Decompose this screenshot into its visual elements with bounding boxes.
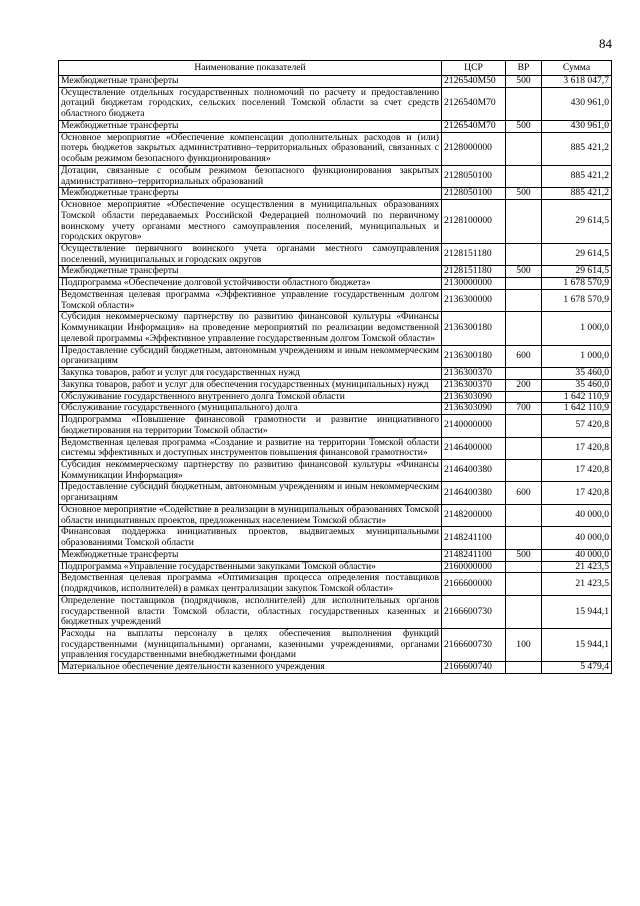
cell-csr: 2148200000 [442, 504, 506, 526]
cell-sum: 3 618 047,7 [542, 76, 612, 88]
cell-vr [506, 437, 542, 459]
cell-vr [506, 368, 542, 380]
cell-name: Межбюджетные трансферты [59, 188, 442, 200]
cell-name: Основное мероприятие «Обеспечение компенсации дополнительных расходов и (или) потерь бюджетов закрытых административно–территориальных образований, связанных с особым режимом безопасного функционирования» [59, 132, 442, 165]
cell-vr: 500 [506, 76, 542, 88]
cell-name: Закупка товаров, работ и услуг для обеспечения государственных (муниципальных) нужд [59, 379, 442, 391]
cell-csr: 2136300180 [442, 312, 506, 345]
table-row [59, 561, 612, 573]
cell-vr: 500 [506, 549, 542, 561]
table-row [59, 595, 612, 628]
cell-csr: 2128050100 [442, 188, 506, 200]
cell-csr: 2128100000 [442, 200, 506, 244]
cell-csr: 2136300370 [442, 379, 506, 391]
cell-csr: 2126540М70 [442, 120, 506, 132]
cell-vr [506, 87, 542, 120]
cell-sum: 21 423,5 [542, 573, 612, 595]
table-row [59, 437, 612, 459]
cell-csr: 2146400380 [442, 482, 506, 504]
cell-name: Подпрограмма «Обеспечение долговой устойчивости областного бюджета» [59, 278, 442, 290]
table-row [59, 188, 612, 200]
cell-csr: 2128151180 [442, 244, 506, 266]
cell-name: Закупка товаров, работ и услуг для государственных нужд [59, 368, 442, 380]
table-row [59, 200, 612, 244]
cell-sum: 29 614,5 [542, 200, 612, 244]
page-number: 84 [599, 36, 612, 51]
cell-vr [506, 504, 542, 526]
cell-sum: 40 000,0 [542, 504, 612, 526]
cell-vr [506, 200, 542, 244]
header-vr: ВР [506, 61, 542, 76]
cell-name: Предоставление субсидий бюджетным, автономным учреждениям и иным некоммерческим организациям [59, 482, 442, 504]
table-row [59, 527, 612, 549]
cell-sum: 885 421,2 [542, 132, 612, 165]
cell-name: Осуществление первичного воинского учета органами местного самоуправления поселений, муниципальных и городских округов [59, 244, 442, 266]
cell-csr: 2146400380 [442, 459, 506, 481]
header-csr: ЦСР [442, 61, 506, 76]
cell-name: Субсидия некоммерческому партнерству по развитию финансовой культуры «Финансы Коммуникации Информация» [59, 459, 442, 481]
table-row [59, 132, 612, 165]
table-row [59, 244, 612, 266]
cell-sum: 40 000,0 [542, 549, 612, 561]
cell-sum: 1 678 570,9 [542, 289, 612, 311]
cell-vr [506, 527, 542, 549]
cell-name: Финансовая поддержка инициативных проектов, выдвигаемых муниципальными образованиями Томской области [59, 527, 442, 549]
table-row [59, 76, 612, 88]
cell-vr: 700 [506, 403, 542, 415]
cell-name: Ведомственная целевая программа «Эффективное управление государственным долгом Томской области» [59, 289, 442, 311]
cell-sum: 29 614,5 [542, 266, 612, 278]
table-row [59, 379, 612, 391]
header-sum: Сумма [542, 61, 612, 76]
cell-vr [506, 561, 542, 573]
cell-vr: 500 [506, 120, 542, 132]
cell-vr [506, 573, 542, 595]
cell-name: Субсидия некоммерческому партнерству по развитию финансовой культуры «Финансы Коммуникации Информация» на проведение мероприятий по реализации ведомственной целевой программы «Эффективное управление государственным долгом Томской области» [59, 312, 442, 345]
cell-csr: 2126540М70 [442, 87, 506, 120]
cell-csr: 2128151180 [442, 266, 506, 278]
cell-sum: 17 420,8 [542, 459, 612, 481]
cell-vr: 500 [506, 188, 542, 200]
table-row [59, 266, 612, 278]
cell-vr: 500 [506, 266, 542, 278]
cell-sum: 430 961,0 [542, 120, 612, 132]
cell-csr: 2128050100 [442, 165, 506, 187]
cell-csr: 2136300000 [442, 289, 506, 311]
table-row [59, 504, 612, 526]
cell-name: Обслуживание государственного (муниципального) долга [59, 403, 442, 415]
table-row [59, 289, 612, 311]
cell-vr [506, 312, 542, 345]
cell-sum: 29 614,5 [542, 244, 612, 266]
table-row [59, 345, 612, 367]
cell-vr [506, 595, 542, 628]
cell-name: Основное мероприятие «Обеспечение осуществления в муниципальных образованиях Томской области передаваемых Российской Федерацией полномочий по первичному воинскому учету органами местного самоуправления поселений, муниципальных и городских округов» [59, 200, 442, 244]
cell-name: Дотации, связанные с особым режимом безопасного функционирования закрытых административно–территориальных образований [59, 165, 442, 187]
table-row [59, 368, 612, 380]
table-row [59, 278, 612, 290]
cell-vr [506, 391, 542, 403]
cell-sum: 885 421,2 [542, 165, 612, 187]
cell-csr: 2136303090 [442, 403, 506, 415]
cell-name: Ведомственная целевая программа «Оптимизация процесса определения поставщиков (подрядчиков, исполнителей) в рамках централизации закупок Томской области» [59, 573, 442, 595]
cell-sum: 1 678 570,9 [542, 278, 612, 290]
cell-csr: 2166600730 [442, 595, 506, 628]
cell-name: Межбюджетные трансферты [59, 266, 442, 278]
cell-vr [506, 662, 542, 674]
cell-sum: 17 420,8 [542, 482, 612, 504]
cell-sum: 35 460,0 [542, 368, 612, 380]
cell-sum: 5 479,4 [542, 662, 612, 674]
cell-csr: 2128000000 [442, 132, 506, 165]
cell-name: Осуществление отдельных государственных полномочий по расчету и предоставлению дотаций бюджетам городских, сельских поселений Томской области за счет средств областного бюджета [59, 87, 442, 120]
cell-name: Подпрограмма «Управление государственными закупками Томской области» [59, 561, 442, 573]
table-row [59, 120, 612, 132]
cell-vr [506, 244, 542, 266]
cell-csr: 2148241100 [442, 527, 506, 549]
cell-sum: 21 423,5 [542, 561, 612, 573]
table-row [59, 403, 612, 415]
cell-sum: 1 642 110,9 [542, 403, 612, 415]
cell-csr: 2160000000 [442, 561, 506, 573]
cell-vr [506, 132, 542, 165]
table-row [59, 391, 612, 403]
cell-name: Ведомственная целевая программа «Создание и развитие на территории Томской области системы эффективных и доступных инструментов повышения финансовой грамотности» [59, 437, 442, 459]
cell-name: Материальное обеспечение деятельности казенного учреждения [59, 662, 442, 674]
cell-name: Межбюджетные трансферты [59, 120, 442, 132]
cell-vr: 600 [506, 345, 542, 367]
budget-table [58, 60, 612, 674]
cell-sum: 15 944,1 [542, 595, 612, 628]
cell-csr: 2166600000 [442, 573, 506, 595]
cell-sum: 430 961,0 [542, 87, 612, 120]
cell-name: Подпрограмма «Повышение финансовой грамотности и развитие инициативного бюджетирования на территории Томской области» [59, 415, 442, 437]
cell-sum: 1 000,0 [542, 312, 612, 345]
table-row [59, 459, 612, 481]
cell-csr: 2148241100 [442, 549, 506, 561]
cell-vr [506, 289, 542, 311]
cell-sum: 35 460,0 [542, 379, 612, 391]
cell-vr: 100 [506, 628, 542, 661]
cell-name: Расходы на выплаты персоналу в целях обеспечения выполнения функций государственными (муниципальными) органами, казенными учреждениями, органами управления государственными внебюджетными фондами [59, 628, 442, 661]
table-row [59, 165, 612, 187]
cell-name: Обслуживание государственного внутреннего долга Томской области [59, 391, 442, 403]
table-row [59, 312, 612, 345]
cell-csr: 2146400000 [442, 437, 506, 459]
header-name: Наименование показателей [59, 61, 442, 76]
cell-vr [506, 165, 542, 187]
cell-csr: 2166600730 [442, 628, 506, 661]
cell-sum: 885 421,2 [542, 188, 612, 200]
cell-sum: 57 420,8 [542, 415, 612, 437]
cell-name: Основное мероприятие «Содействие в реализации в муниципальных образованиях Томской области инициативных проектов, предложенных населением Томской области» [59, 504, 442, 526]
cell-sum: 15 944,1 [542, 628, 612, 661]
cell-vr [506, 278, 542, 290]
table-row [59, 662, 612, 674]
cell-sum: 40 000,0 [542, 527, 612, 549]
table-row [59, 415, 612, 437]
table-row [59, 573, 612, 595]
table-row [59, 482, 612, 504]
table-row [59, 87, 612, 120]
table-row [59, 549, 612, 561]
cell-name: Определение поставщиков (подрядчиков, исполнителей) для исполнительных органов государственной власти Томской области, областных государственных казенных и бюджетных учреждений [59, 595, 442, 628]
cell-sum: 17 420,8 [542, 437, 612, 459]
cell-vr: 600 [506, 482, 542, 504]
cell-csr: 2130000000 [442, 278, 506, 290]
cell-csr: 2136303090 [442, 391, 506, 403]
cell-csr: 2126540М50 [442, 76, 506, 88]
cell-sum: 1 642 110,9 [542, 391, 612, 403]
cell-name: Предоставление субсидий бюджетным, автономным учреждениям и иным некоммерческим организациям [59, 345, 442, 367]
table-row [59, 628, 612, 661]
table-header-row [59, 61, 612, 76]
cell-sum: 1 000,0 [542, 345, 612, 367]
cell-csr: 2136300180 [442, 345, 506, 367]
cell-vr [506, 415, 542, 437]
cell-csr: 2136300370 [442, 368, 506, 380]
cell-vr: 200 [506, 379, 542, 391]
cell-name: Межбюджетные трансферты [59, 76, 442, 88]
cell-name: Межбюджетные трансферты [59, 549, 442, 561]
cell-csr: 2140000000 [442, 415, 506, 437]
cell-csr: 2166600740 [442, 662, 506, 674]
cell-vr [506, 459, 542, 481]
